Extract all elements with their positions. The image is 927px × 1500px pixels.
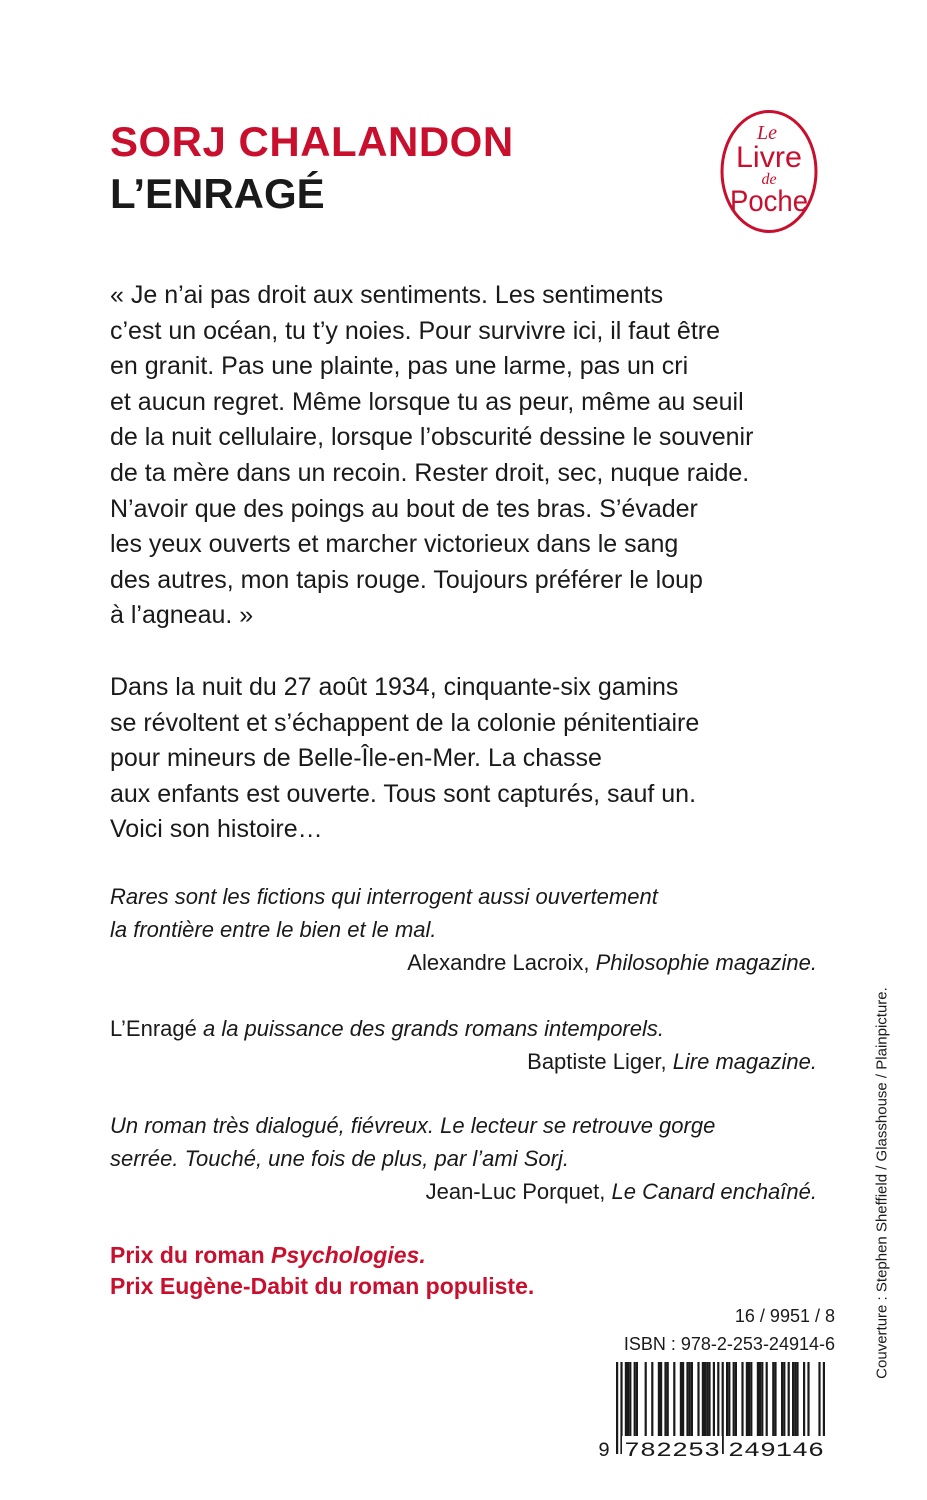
summary-line: Dans la nuit du 27 août 1934, cinquante-six gamins — [110, 673, 679, 701]
summary-line: Voici son histoire… — [110, 815, 323, 844]
quote-line: de ta mère dans un recoin. Rester droit, sec, nuque raide. — [110, 458, 750, 487]
quote-line: de la nuit cellulaire, lorsque l’obscurité dessine le souvenir — [110, 423, 754, 452]
review-text: serrée. Touché, une fois de plus, par l’ami Sorj. — [110, 1146, 569, 1171]
barcode-bar — [728, 1362, 730, 1436]
logo-text-poche: Poche — [730, 185, 808, 218]
barcode-bar — [697, 1362, 699, 1436]
barcode-bar — [658, 1362, 660, 1436]
barcode-bar — [651, 1362, 653, 1436]
barcode-bar — [733, 1362, 735, 1436]
barcode-bar — [664, 1362, 666, 1436]
barcode-bar — [761, 1362, 763, 1436]
quote-line: « Je n’ai pas droit aux sentiments. Les sentiments — [110, 281, 664, 309]
barcode-bar — [702, 1362, 704, 1436]
press-review — [110, 880, 817, 979]
prize-italic: Psychologies. — [271, 1242, 426, 1268]
barcode-bar — [796, 1362, 798, 1436]
barcode-bar — [680, 1362, 682, 1436]
barcode-bar — [750, 1362, 752, 1436]
logo-text-de: de — [761, 171, 777, 188]
logo-text-livre: Livre — [736, 141, 802, 174]
barcode — [598, 1362, 836, 1462]
review-author: Alexandre Lacroix, — [407, 950, 596, 975]
barcode-bar — [645, 1362, 647, 1436]
barcode-bar — [781, 1362, 783, 1436]
barcode-bar — [682, 1362, 684, 1436]
summary-line: aux enfants est ouverte. Tous sont capturés, sauf un. — [110, 779, 697, 808]
barcode-digits-left: 782253 — [624, 1440, 720, 1462]
quote-line: en granit. Pas une plainte, pas une larme, pas un cri — [110, 352, 689, 381]
review-text: a la puissance des grands romans intemporels. — [196, 1016, 664, 1041]
barcode-bar — [783, 1362, 785, 1436]
barcode-bar — [757, 1362, 759, 1436]
quote-line: et aucun regret. Même lorsque tu as peur, même au seuil — [110, 387, 744, 416]
review-publication: Lire magazine. — [672, 1049, 817, 1074]
barcode-bar — [726, 1362, 728, 1436]
prizes — [110, 1240, 810, 1302]
barcode-bar — [634, 1362, 636, 1436]
review-book-title: L’Enragé — [110, 1016, 197, 1041]
barcode-bar — [746, 1362, 748, 1436]
barcode-bar — [686, 1362, 688, 1436]
review-text: Un roman très dialogué, fiévreux. Le lecteur se retrouve gorge — [110, 1113, 716, 1138]
catalog-code: 16 / 9951 / 8 — [734, 1306, 835, 1326]
quote-line: les yeux ouverts et marcher victorieux dans le sang — [110, 530, 679, 559]
barcode-bar — [774, 1362, 776, 1436]
barcode-bar — [807, 1362, 809, 1436]
barcode-bar — [636, 1362, 638, 1436]
barcode-digits-right: 249146 — [728, 1440, 824, 1462]
cover-credit: Couverture : Stephen Sheffield / Glasshouse / Plainpicture. — [873, 987, 891, 1379]
quote-line: des autres, mon tapis rouge. Toujours préférer le loup — [110, 565, 703, 594]
barcode-bar — [689, 1362, 691, 1436]
barcode-bar — [741, 1362, 743, 1436]
barcode-bar — [704, 1362, 706, 1436]
book-title: L’ENRAGÉ — [110, 170, 325, 217]
barcode-bar — [794, 1362, 796, 1436]
quote-line: à l’agneau. » — [110, 601, 254, 630]
barcode-bar — [766, 1362, 768, 1436]
review-text: la frontière entre le bien et le mal. — [110, 917, 437, 942]
barcode-bar — [759, 1362, 761, 1436]
barcode-bar — [772, 1362, 774, 1436]
barcode-bar — [627, 1362, 629, 1436]
review-publication: Le Canard enchaîné. — [611, 1179, 817, 1204]
barcode-bar — [625, 1362, 627, 1436]
back-cover-quote — [110, 278, 830, 634]
quote-line: c’est un océan, tu t’y noies. Pour survivre ici, il faut être — [110, 316, 720, 345]
barcode-bar — [803, 1362, 805, 1436]
review-publication: Philosophie magazine. — [595, 950, 817, 975]
barcode-bar — [748, 1362, 750, 1436]
summary-line: pour mineurs de Belle-Île-en-Mer. La chasse — [110, 744, 602, 773]
barcode-bar — [788, 1362, 790, 1436]
barcode-bar — [691, 1362, 693, 1436]
barcode-bar — [708, 1362, 710, 1436]
author-name: SORJ CHALANDON — [110, 118, 514, 165]
book-summary — [110, 670, 830, 848]
publisher-logo — [719, 109, 819, 234]
press-review — [110, 1109, 817, 1208]
barcode-bar — [713, 1362, 715, 1436]
barcode-bar — [660, 1362, 662, 1436]
barcode-bar — [616, 1362, 618, 1454]
barcode-bar — [792, 1362, 794, 1436]
prize-text: Prix Eugène-Dabit du roman populiste. — [110, 1273, 535, 1299]
barcode-bar — [673, 1362, 675, 1436]
quote-line: N’avoir que des poings au bout de tes bras. S’évader — [110, 494, 698, 523]
review-author: Jean-Luc Porquet, — [425, 1179, 612, 1204]
barcode-bar — [667, 1362, 669, 1436]
review-author: Baptiste Liger, — [527, 1049, 673, 1074]
review-text: Rares sont les fictions qui interrogent aussi ouvertement — [110, 884, 658, 909]
barcode-first-digit: 9 — [598, 1440, 611, 1462]
barcode-bar — [629, 1362, 631, 1436]
isbn: ISBN : 978-2-253-24914-6 — [623, 1334, 835, 1354]
barcode-bar — [735, 1362, 737, 1436]
press-review — [110, 1012, 817, 1078]
summary-line: se révoltent et s’échappent de la colonie pénitentiaire — [110, 708, 700, 737]
logo-text-le: Le — [757, 122, 777, 144]
barcode-bar — [706, 1362, 708, 1436]
prize-text: Prix du roman — [110, 1242, 272, 1268]
